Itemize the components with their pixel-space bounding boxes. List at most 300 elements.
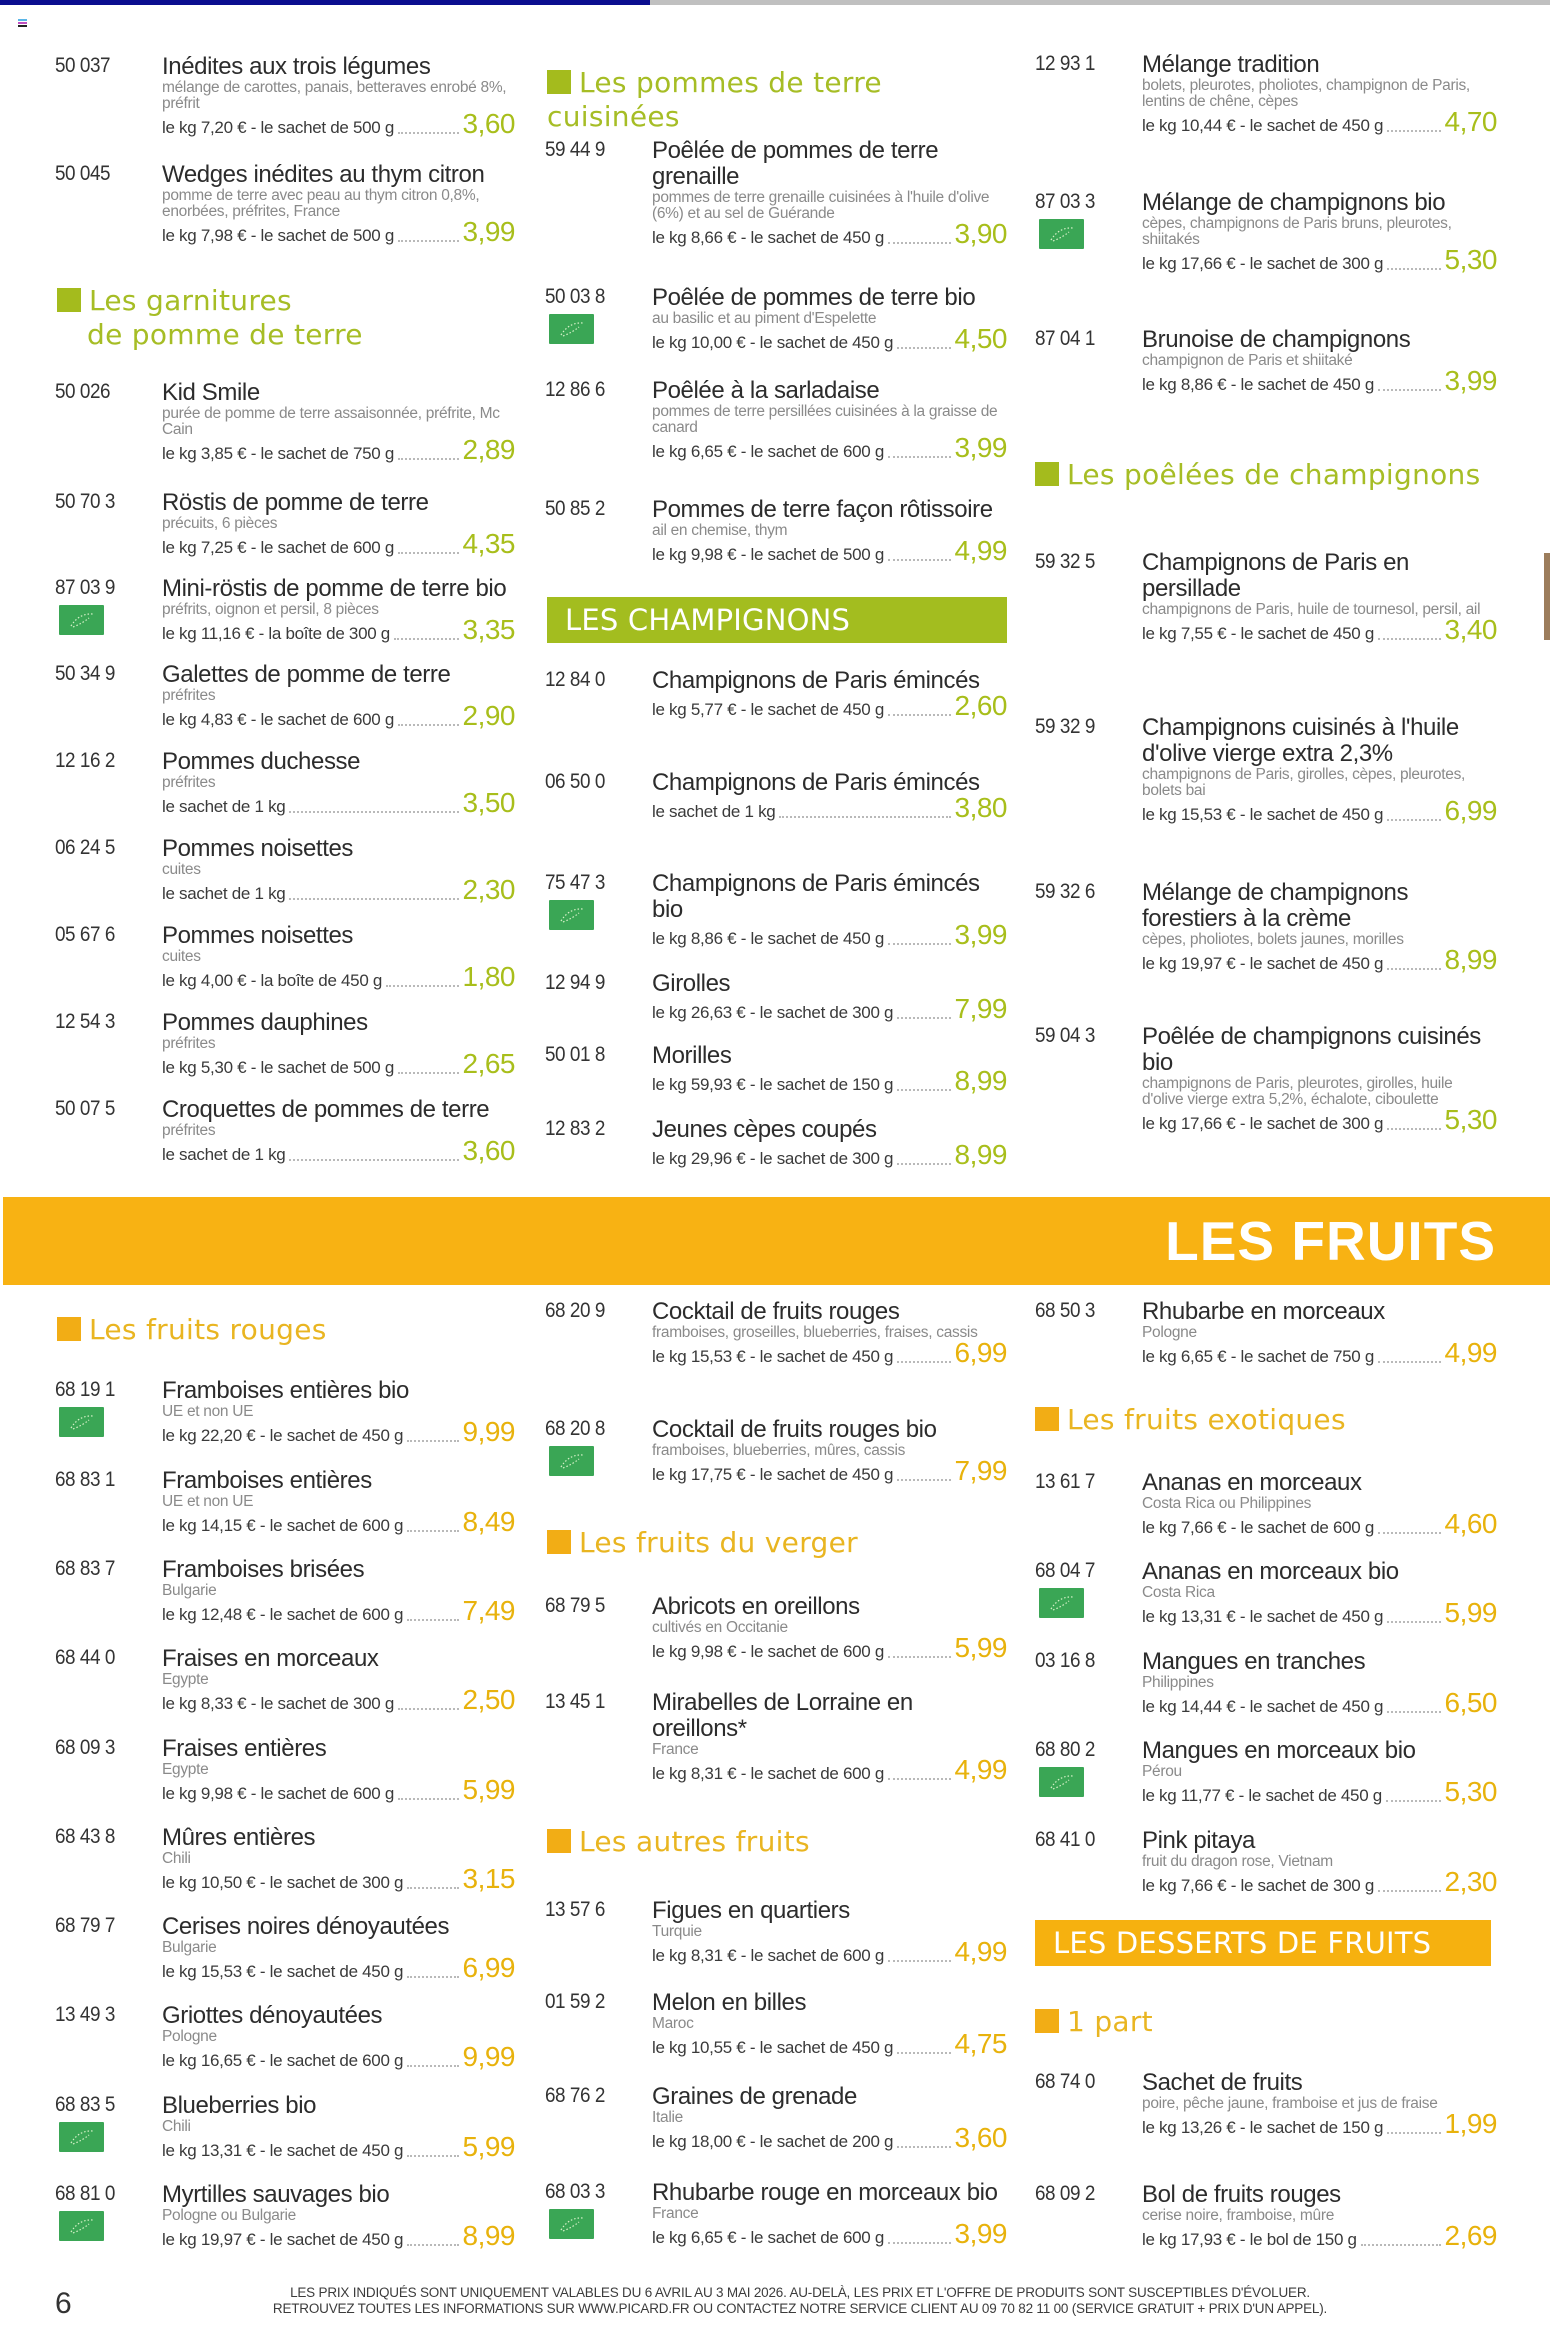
product-price: 3,99 xyxy=(1444,365,1497,396)
dot-leader xyxy=(1387,1621,1440,1623)
product-price: 2,60 xyxy=(954,690,1007,721)
product-name: Melon en billes xyxy=(652,1989,807,2016)
dot-leader xyxy=(1387,2132,1440,2134)
bullet-square-icon xyxy=(547,1829,571,1853)
price-line xyxy=(162,108,515,139)
product-name: Rhubarbe en morceaux xyxy=(1142,1298,1385,1325)
bio-label-icon xyxy=(59,2122,104,2152)
page-number: 6 xyxy=(55,2287,72,2320)
product-name: Figues en quartiers xyxy=(652,1897,850,1924)
product-price: 3,40 xyxy=(1444,614,1497,645)
product-name: Poêlée de pommes de terre grenaille xyxy=(652,137,939,190)
bio-label-icon xyxy=(549,314,594,344)
section-heading-poelees-champignons: Les poêlées de champignons xyxy=(1035,458,1481,492)
unit-price: le kg 15,53 € - le sachet de 450 g xyxy=(162,1962,404,1981)
product-description: Bulgarie xyxy=(162,1939,217,1956)
product-price: 5,99 xyxy=(1444,1597,1497,1628)
unit-price: le kg 5,77 € - le sachet de 450 g xyxy=(652,700,885,719)
product-description: préfrites xyxy=(162,1035,216,1052)
page-edge-tab xyxy=(1544,553,1550,640)
product-price: 4,60 xyxy=(1444,1508,1497,1539)
section-heading-fruits-exotiques: Les fruits exotiques xyxy=(1035,1403,1346,1437)
product-description: Pérou xyxy=(1142,1763,1182,1780)
unit-price: le kg 26,63 € - le sachet de 300 g xyxy=(652,1003,894,1022)
product-code: 68 83 7 xyxy=(55,1557,115,1580)
product-name: Morilles xyxy=(652,1042,732,1069)
product-price: 5,30 xyxy=(1444,244,1497,275)
product-description: bolets, pleurotes, pholiotes, champignon de Paris, lentins de chêne, cèpes xyxy=(1142,77,1470,110)
section-heading-fruits-verger: Les fruits du verger xyxy=(547,1526,858,1560)
unit-price: le kg 9,98 € - le sachet de 600 g xyxy=(162,1784,395,1803)
price-line xyxy=(1142,1776,1497,1807)
price-line xyxy=(162,1506,515,1537)
product-price: 8,99 xyxy=(1444,944,1497,975)
unit-price: le kg 17,75 € - le sachet de 450 g xyxy=(652,1465,894,1484)
price-line xyxy=(1142,1687,1497,1718)
dot-leader xyxy=(1387,1128,1440,1130)
product-code: 13 61 7 xyxy=(1035,1470,1095,1493)
dot-leader xyxy=(1378,1361,1440,1363)
bullet-square-icon xyxy=(1035,2009,1059,2033)
product-price: 7,99 xyxy=(954,993,1007,1024)
price-line xyxy=(1142,244,1497,275)
price-line xyxy=(652,2028,1007,2059)
dot-leader xyxy=(888,1778,950,1780)
product-code: 06 50 0 xyxy=(545,770,605,793)
price-line xyxy=(652,919,1007,950)
price-line xyxy=(652,1337,1007,1368)
product-code: 68 80 2 xyxy=(1035,1738,1095,1761)
dot-leader xyxy=(888,242,950,244)
price-line xyxy=(652,432,1007,463)
product-description: poire, pêche jaune, framboise et jus de fraise xyxy=(1142,2095,1438,2112)
unit-price: le kg 13,26 € - le sachet de 150 g xyxy=(1142,2118,1384,2137)
unit-price: le kg 7,55 € - le sachet de 450 g xyxy=(1142,624,1375,643)
bullet-square-icon xyxy=(1035,1407,1059,1431)
unit-price: le kg 6,65 € - le sachet de 600 g xyxy=(652,2228,885,2247)
product-price: 2,30 xyxy=(1444,1866,1497,1897)
dot-leader xyxy=(888,456,950,458)
dot-leader xyxy=(289,898,458,900)
product-code: 68 83 1 xyxy=(55,1468,115,1491)
product-code: 05 67 6 xyxy=(55,923,115,946)
product-description: cuites xyxy=(162,861,201,878)
product-name: Girolles xyxy=(652,970,731,997)
product-description: France xyxy=(652,2205,699,2222)
product-name: Cerises noires dénoyautées xyxy=(162,1913,450,1940)
unit-price: le kg 10,00 € - le sachet de 450 g xyxy=(652,333,894,352)
product-description: cèpes, champignons de Paris bruns, pleurotes, shiitakés xyxy=(1142,215,1452,248)
unit-price: le kg 19,97 € - le sachet de 450 g xyxy=(1142,954,1384,973)
product-price: 3,99 xyxy=(954,919,1007,950)
bio-label-icon xyxy=(549,1446,594,1476)
product-code: 12 84 0 xyxy=(545,668,605,691)
unit-price: le kg 16,65 € - le sachet de 600 g xyxy=(162,2051,404,2070)
unit-price: le kg 4,00 € - la boîte de 450 g xyxy=(162,971,383,990)
product-description: France xyxy=(652,1741,699,1758)
product-code: 06 24 5 xyxy=(55,836,115,859)
unit-price: le kg 14,15 € - le sachet de 600 g xyxy=(162,1516,404,1535)
product-description: champignon de Paris et shiitaké xyxy=(1142,352,1353,369)
unit-price: le kg 7,66 € - le sachet de 600 g xyxy=(1142,1518,1375,1537)
price-line xyxy=(162,1863,515,1894)
dot-leader xyxy=(398,1072,458,1074)
bio-label-icon xyxy=(549,900,594,930)
section-heading-pommes-cuisinees: Les pommes de terre cuisinées xyxy=(547,66,882,133)
dot-leader xyxy=(1378,1890,1440,1892)
price-line xyxy=(652,535,1007,566)
product-code: 68 44 0 xyxy=(55,1646,115,1669)
product-price: 6,99 xyxy=(954,1337,1007,1368)
dot-leader xyxy=(897,1017,950,1019)
product-name: Galettes de pomme de terre xyxy=(162,661,451,688)
price-line xyxy=(162,434,515,465)
unit-price: le kg 6,65 € - le sachet de 750 g xyxy=(1142,1347,1375,1366)
product-price: 4,99 xyxy=(954,1754,1007,1785)
product-code: 68 76 2 xyxy=(545,2084,605,2107)
product-code: 68 81 0 xyxy=(55,2182,115,2205)
price-line xyxy=(1142,614,1497,645)
dot-leader xyxy=(897,1163,950,1165)
dot-leader xyxy=(1387,819,1440,821)
product-code: 13 45 1 xyxy=(545,1690,605,1713)
product-description: préfrites xyxy=(162,1122,216,1139)
unit-price: le sachet de 1 kg xyxy=(162,797,286,816)
product-description: préfrits, oignon et persil, 8 pièces xyxy=(162,601,379,618)
price-line xyxy=(162,961,515,992)
product-name: Champignons de Paris émincés bio xyxy=(652,870,980,923)
price-line xyxy=(652,1139,1007,1170)
price-line xyxy=(652,690,1007,721)
price-line xyxy=(1142,944,1497,975)
unit-price: le kg 9,98 € - le sachet de 600 g xyxy=(652,1642,885,1661)
product-price: 3,60 xyxy=(462,1135,515,1166)
dot-leader xyxy=(888,714,950,716)
product-price: 3,60 xyxy=(954,2122,1007,2153)
dot-leader xyxy=(897,1361,950,1363)
product-price: 3,15 xyxy=(462,1863,515,1894)
product-name: Pommes noisettes xyxy=(162,835,354,862)
dot-leader xyxy=(888,559,950,561)
product-name: Mûres entières xyxy=(162,1824,316,1851)
price-line xyxy=(652,2122,1007,2153)
product-name: Mirabelles de Lorraine en oreillons* xyxy=(652,1689,913,1742)
bullet-square-icon xyxy=(547,1530,571,1554)
price-line xyxy=(652,993,1007,1024)
product-description: Turquie xyxy=(652,1923,702,1940)
product-code: 59 32 9 xyxy=(1035,715,1095,738)
product-code: 12 86 6 xyxy=(545,378,605,401)
fruits-banner-title: LES FRUITS xyxy=(1165,1210,1496,1272)
product-price: 9,99 xyxy=(462,1416,515,1447)
top-progress-bar xyxy=(0,0,1550,5)
product-price: 2,89 xyxy=(462,434,515,465)
product-price: 5,99 xyxy=(462,1774,515,1805)
product-code: 68 09 3 xyxy=(55,1736,115,1759)
unit-price: le kg 17,66 € - le sachet de 300 g xyxy=(1142,254,1384,273)
product-price: 7,99 xyxy=(954,1455,1007,1486)
product-code: 59 04 3 xyxy=(1035,1024,1095,1047)
product-code: 12 54 3 xyxy=(55,1010,115,1033)
price-line xyxy=(1142,1104,1497,1135)
unit-price: le kg 11,77 € - le sachet de 450 g xyxy=(1142,1786,1382,1805)
unit-price: le kg 3,85 € - le sachet de 750 g xyxy=(162,444,395,463)
category-band-desserts: LES DESSERTS DE FRUITS xyxy=(1035,1920,1491,1966)
product-code: 87 04 1 xyxy=(1035,327,1095,350)
product-code: 59 44 9 xyxy=(545,138,605,161)
product-name: Pommes dauphines xyxy=(162,1009,368,1036)
product-price: 4,99 xyxy=(1444,1337,1497,1368)
unit-price: le kg 8,86 € - le sachet de 450 g xyxy=(652,929,885,948)
product-name: Abricots en oreillons xyxy=(652,1593,860,1620)
product-code: 03 16 8 xyxy=(1035,1649,1095,1672)
product-code: 68 79 5 xyxy=(545,1594,605,1617)
unit-price: le kg 7,98 € - le sachet de 500 g xyxy=(162,226,395,245)
price-line xyxy=(162,528,515,559)
dot-leader xyxy=(1361,2244,1441,2246)
product-name: Mini-röstis de pomme de terre bio xyxy=(162,575,507,602)
dot-leader xyxy=(407,2065,458,2067)
product-code: 50 037 xyxy=(55,54,111,77)
dot-leader xyxy=(407,1976,458,1978)
dot-leader xyxy=(897,347,950,349)
product-price: 6,50 xyxy=(1444,1687,1497,1718)
unit-price: le kg 17,66 € - le sachet de 300 g xyxy=(1142,1114,1384,1133)
bio-label-icon xyxy=(59,2211,104,2241)
fruits-category-banner xyxy=(3,1197,1550,1285)
dot-leader xyxy=(407,1440,458,1442)
dot-leader xyxy=(398,458,458,460)
price-line xyxy=(652,1632,1007,1663)
product-name: Sachet de fruits xyxy=(1142,2069,1303,2096)
bio-label-icon xyxy=(1039,219,1084,249)
price-line xyxy=(162,614,515,645)
product-name: Kid Smile xyxy=(162,379,260,406)
product-code: 68 19 1 xyxy=(55,1378,115,1401)
unit-price: le kg 29,96 € - le sachet de 300 g xyxy=(652,1149,894,1168)
product-description: Italie xyxy=(652,2109,683,2126)
dot-leader xyxy=(398,552,458,554)
product-description: cèpes, pholiotes, bolets jaunes, morilles xyxy=(1142,931,1404,948)
unit-price: le kg 7,20 € - le sachet de 500 g xyxy=(162,118,395,137)
price-line xyxy=(162,1135,515,1166)
price-line xyxy=(162,1684,515,1715)
price-line xyxy=(1142,1597,1497,1628)
product-description: Egypte xyxy=(162,1761,209,1778)
product-name: Mélange tradition xyxy=(1142,51,1320,78)
product-price: 3,35 xyxy=(462,614,515,645)
product-name: Croquettes de pommes de terre xyxy=(162,1096,490,1123)
product-code: 68 20 8 xyxy=(545,1417,605,1440)
product-name: Griottes dénoyautées xyxy=(162,2002,383,2029)
product-description: préfrites xyxy=(162,774,216,791)
dot-leader xyxy=(407,1887,458,1889)
product-description: Pologne ou Bulgarie xyxy=(162,2207,296,2224)
unit-price: le kg 10,55 € - le sachet de 450 g xyxy=(652,2038,894,2057)
product-code: 59 32 6 xyxy=(1035,880,1095,903)
product-code: 50 85 2 xyxy=(545,497,605,520)
product-price: 9,99 xyxy=(462,2041,515,2072)
product-price: 2,50 xyxy=(462,1684,515,1715)
unit-price: le kg 15,53 € - le sachet de 450 g xyxy=(1142,805,1384,824)
unit-price: le sachet de 1 kg xyxy=(652,802,776,821)
dot-leader xyxy=(1378,638,1440,640)
unit-price: le kg 8,66 € - le sachet de 450 g xyxy=(652,228,885,247)
price-line xyxy=(162,787,515,818)
bio-label-icon xyxy=(1039,1588,1084,1618)
price-line xyxy=(162,1595,515,1626)
product-code: 68 83 5 xyxy=(55,2093,115,2116)
product-price: 2,90 xyxy=(462,700,515,731)
product-name: Rhubarbe rouge en morceaux bio xyxy=(652,2179,998,2206)
product-description: Costa Rica ou Philippines xyxy=(1142,1495,1312,1512)
product-price: 1,99 xyxy=(1444,2108,1497,2139)
bio-label-icon xyxy=(1039,1767,1084,1797)
dot-leader xyxy=(407,2244,458,2246)
unit-price: le kg 10,50 € - le sachet de 300 g xyxy=(162,1873,404,1892)
product-name: Framboises entières bio xyxy=(162,1377,409,1404)
product-price: 4,99 xyxy=(954,535,1007,566)
product-code: 12 83 2 xyxy=(545,1117,605,1140)
product-price: 1,80 xyxy=(462,961,515,992)
product-description: Philippines xyxy=(1142,1674,1214,1691)
product-code: 50 01 8 xyxy=(545,1043,605,1066)
price-line xyxy=(1142,1508,1497,1539)
product-name: Myrtilles sauvages bio xyxy=(162,2181,390,2208)
unit-price: le kg 5,30 € - le sachet de 500 g xyxy=(162,1058,395,1077)
price-line xyxy=(652,2218,1007,2249)
dot-leader xyxy=(407,1619,458,1621)
unit-price: le kg 18,00 € - le sachet de 200 g xyxy=(652,2132,894,2151)
price-line xyxy=(1142,795,1497,826)
product-price: 3,80 xyxy=(954,792,1007,823)
unit-price: le kg 6,65 € - le sachet de 600 g xyxy=(652,442,885,461)
unit-price: le kg 11,16 € - la boîte de 300 g xyxy=(162,624,390,643)
unit-price: le kg 13,31 € - le sachet de 450 g xyxy=(1142,1607,1384,1626)
price-line xyxy=(1142,2220,1497,2251)
product-description: pommes de terre persillées cuisinées à la graisse de canard xyxy=(652,403,998,436)
product-price: 6,99 xyxy=(1444,795,1497,826)
unit-price: le kg 9,98 € - le sachet de 500 g xyxy=(652,545,885,564)
dot-leader xyxy=(897,2052,950,2054)
product-code: 68 03 3 xyxy=(545,2180,605,2203)
price-line xyxy=(1142,106,1497,137)
bio-label-icon xyxy=(59,605,104,635)
product-name: Pommes noisettes xyxy=(162,922,354,949)
price-line xyxy=(162,2041,515,2072)
dot-leader xyxy=(398,724,458,726)
dot-leader xyxy=(1387,268,1440,270)
category-band-champignons: LES CHAMPIGNONS xyxy=(547,597,1007,643)
unit-price: le kg 59,93 € - le sachet de 150 g xyxy=(652,1075,894,1094)
product-code: 13 57 6 xyxy=(545,1898,605,1921)
product-description: purée de pomme de terre assaisonnée, préfrite, Mc Cain xyxy=(162,405,500,438)
product-description: cerise noire, framboise, mûre xyxy=(1142,2207,1335,2224)
product-code: 59 32 5 xyxy=(1035,550,1095,573)
product-code: 68 09 2 xyxy=(1035,2182,1095,2205)
price-line xyxy=(1142,2108,1497,2139)
dot-leader xyxy=(888,1960,950,1962)
product-description: cultivés en Occitanie xyxy=(652,1619,788,1636)
unit-price: le kg 17,93 € - le bol de 150 g xyxy=(1142,2230,1357,2249)
product-name: Inédites aux trois légumes xyxy=(162,53,431,80)
product-name: Ananas en morceaux xyxy=(1142,1469,1362,1496)
dot-leader xyxy=(407,2155,458,2157)
bullet-square-icon xyxy=(1035,462,1059,486)
dot-leader xyxy=(897,1089,950,1091)
product-code: 50 70 3 xyxy=(55,490,115,513)
product-name: Framboises entières xyxy=(162,1467,372,1494)
product-code: 12 16 2 xyxy=(55,749,115,772)
unit-price: le kg 12,48 € - le sachet de 600 g xyxy=(162,1605,404,1624)
color-swatch-icon xyxy=(18,19,27,27)
product-price: 4,50 xyxy=(954,323,1007,354)
product-price: 2,69 xyxy=(1444,2220,1497,2251)
product-description: mélange de carottes, panais, betteraves enrobé 8%, préfrit xyxy=(162,79,507,112)
dot-leader xyxy=(1387,130,1440,132)
unit-price: le kg 22,20 € - le sachet de 450 g xyxy=(162,1426,404,1445)
unit-price: le kg 13,31 € - le sachet de 450 g xyxy=(162,2141,404,2160)
dot-leader xyxy=(289,1159,458,1161)
product-code: 75 47 3 xyxy=(545,871,605,894)
product-description: UE et non UE xyxy=(162,1493,254,1510)
dot-leader xyxy=(289,811,458,813)
dot-leader xyxy=(1387,968,1440,970)
price-line xyxy=(1142,365,1497,396)
dot-leader xyxy=(386,985,458,987)
price-line xyxy=(652,1065,1007,1096)
product-name: Fraises en morceaux xyxy=(162,1645,379,1672)
price-line xyxy=(1142,1337,1497,1368)
product-name: Poêlée de pommes de terre bio xyxy=(652,284,976,311)
unit-price: le sachet de 1 kg xyxy=(162,884,286,903)
product-description: framboises, groseilles, blueberries, fraises, cassis xyxy=(652,1324,978,1341)
product-name: Framboises brisées xyxy=(162,1556,365,1583)
dot-leader xyxy=(897,2146,950,2148)
dot-leader xyxy=(888,943,950,945)
product-description: Egypte xyxy=(162,1671,209,1688)
product-name: Ananas en morceaux bio xyxy=(1142,1558,1399,1585)
product-description: cuites xyxy=(162,948,201,965)
product-name: Cocktail de fruits rouges bio xyxy=(652,1416,937,1443)
product-code: 87 03 3 xyxy=(1035,190,1095,213)
product-price: 3,60 xyxy=(462,108,515,139)
product-code: 68 50 3 xyxy=(1035,1299,1095,1322)
price-line xyxy=(652,792,1007,823)
dot-leader xyxy=(1387,1711,1440,1713)
unit-price: le kg 10,44 € - le sachet de 450 g xyxy=(1142,116,1384,135)
product-price: 4,35 xyxy=(462,528,515,559)
price-line xyxy=(162,1952,515,1983)
product-description: pomme de terre avec peau au thym citron 0,8%, enorbées, préfrites, France xyxy=(162,187,480,220)
product-name: Röstis de pomme de terre xyxy=(162,489,429,516)
product-code: 01 59 2 xyxy=(545,1990,605,2013)
price-line xyxy=(162,2220,515,2251)
product-name: Pommes duchesse xyxy=(162,748,361,775)
unit-price: le kg 7,25 € - le sachet de 600 g xyxy=(162,538,395,557)
bio-label-icon xyxy=(59,1407,104,1437)
unit-price: le kg 14,44 € - le sachet de 450 g xyxy=(1142,1697,1384,1716)
product-price: 5,30 xyxy=(1444,1104,1497,1135)
product-price: 7,49 xyxy=(462,1595,515,1626)
product-price: 5,99 xyxy=(462,2131,515,2162)
price-line xyxy=(162,2131,515,2162)
price-line xyxy=(652,1936,1007,1967)
product-description: Costa Rica xyxy=(1142,1584,1215,1601)
product-name: Champignons de Paris émincés xyxy=(652,667,980,694)
product-description: UE et non UE xyxy=(162,1403,254,1420)
product-code: 68 20 9 xyxy=(545,1299,605,1322)
